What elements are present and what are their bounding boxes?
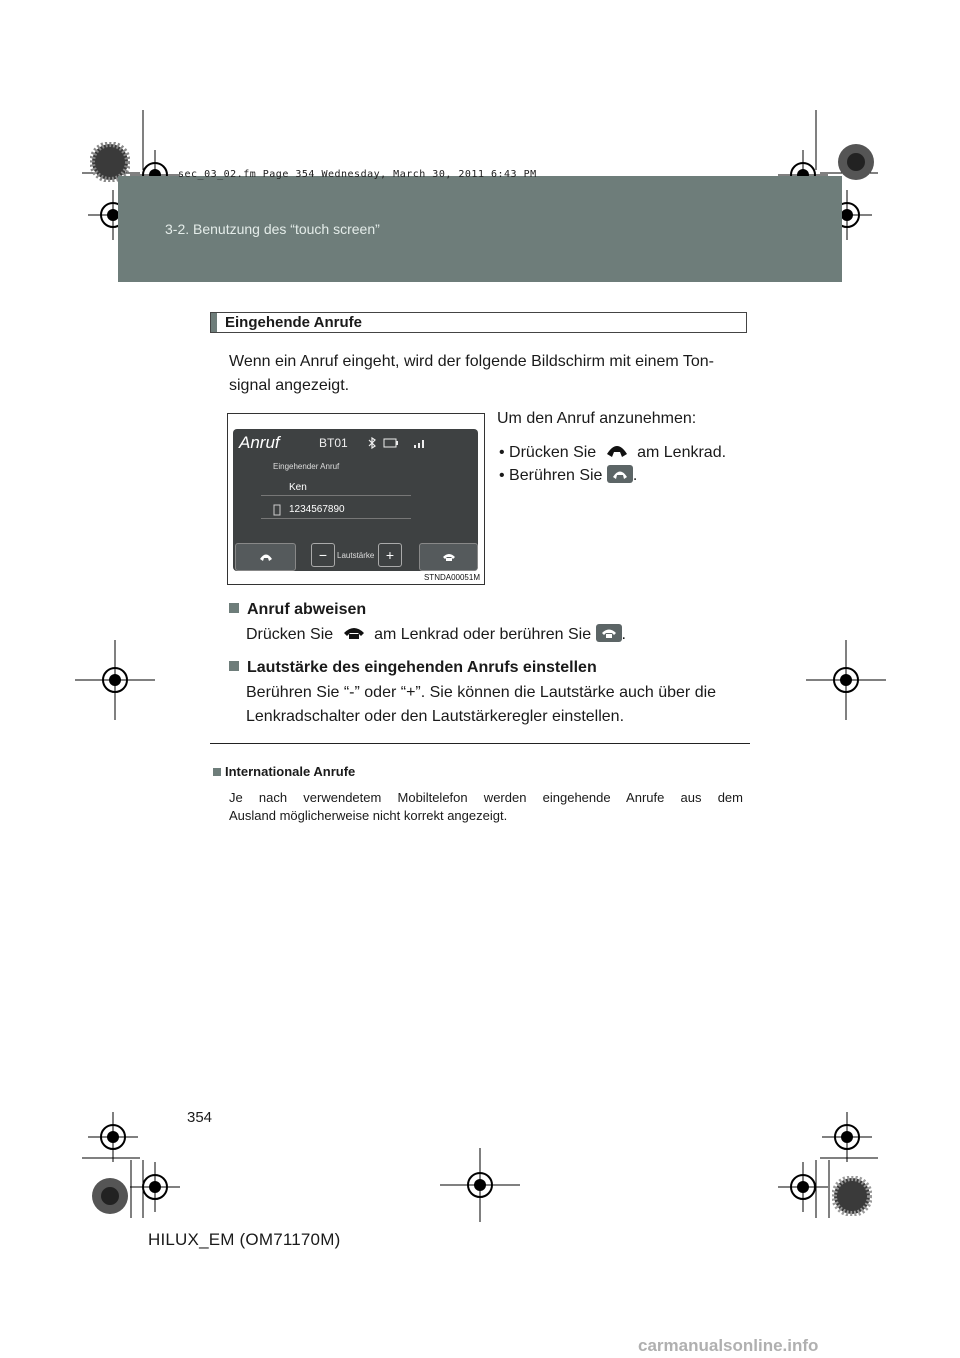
section-title-box <box>210 312 747 333</box>
breadcrumb: 3-2. Benutzung des “touch screen” <box>165 221 380 237</box>
signal-icon <box>413 437 427 448</box>
intro-line-2: signal angezeigt. <box>229 377 350 394</box>
registration-mark-icon <box>75 640 155 720</box>
note-line-1: Je nach verwendetem Mobiltelefon werden eingehende Anrufe aus dem <box>229 790 743 805</box>
answer-button[interactable] <box>235 543 296 571</box>
divider-line <box>210 743 750 744</box>
screen-divider <box>261 495 411 496</box>
bullet2-post: . <box>632 467 638 484</box>
answer-bullet-1: • Drücken Sie am Lenkrad. <box>499 444 727 461</box>
note-line-2: Ausland möglicherweise nicht korrekt angezeigt. <box>229 808 508 823</box>
color-wheel-icon <box>90 1176 130 1216</box>
volume-heading <box>229 656 597 680</box>
registration-mark-icon <box>806 640 886 720</box>
color-wheel-icon <box>836 142 876 182</box>
screen-number: 1234567890 <box>289 504 345 515</box>
screen-display <box>233 429 478 571</box>
page-number: 354 <box>187 1109 213 1126</box>
bullet1-post: am Lenkrad. <box>637 444 727 461</box>
answer-heading: Um den Anruf anzunehmen: <box>497 410 697 427</box>
registration-mark-icon <box>88 1112 138 1162</box>
volume-minus-button[interactable]: − <box>311 543 335 567</box>
bullet1-pre: Drücken Sie <box>509 444 597 461</box>
figure-code: STNDA00051M <box>423 573 480 582</box>
phone-hangup-icon <box>442 552 456 562</box>
answer-button-icon <box>607 465 633 483</box>
volume-text <box>246 681 716 729</box>
square-bullet-icon <box>229 603 239 613</box>
reject-text <box>246 623 626 647</box>
square-bullet-icon <box>213 768 221 776</box>
reject-heading-text: Anruf abweisen <box>247 601 367 618</box>
bluetooth-icon <box>367 437 377 449</box>
screen-device: BT01 <box>319 436 348 450</box>
registration-mark-icon <box>778 1162 828 1212</box>
reject-text-mid: am Lenkrad oder berühren Sie <box>374 626 592 643</box>
color-wheel-icon <box>832 1176 872 1216</box>
square-bullet-icon <box>229 661 239 671</box>
bullet2-pre: Berühren Sie <box>509 467 603 484</box>
screen-title: Anruf <box>239 433 280 452</box>
volume-plus-button[interactable]: + <box>378 543 402 567</box>
watermark: carmanualsonline.info <box>638 1336 819 1355</box>
reject-button-icon <box>596 624 622 642</box>
registration-mark-icon <box>130 1162 180 1212</box>
volume-label: Lautstärke <box>337 551 375 560</box>
note-heading <box>213 763 355 781</box>
note-heading-text: Internationale Anrufe <box>225 764 356 779</box>
intro-line-1: Wenn ein Anruf eingeht, wird der folgende Bildschirm mit einem Ton- <box>229 353 714 370</box>
reject-text-post: . <box>621 626 626 643</box>
reject-button[interactable] <box>419 543 478 571</box>
screen-divider <box>261 518 411 519</box>
registration-mark-icon <box>822 1112 872 1162</box>
battery-icon <box>383 438 399 448</box>
mobile-phone-icon <box>273 504 281 516</box>
phone-answer-icon <box>605 442 629 458</box>
volume-control <box>311 543 403 569</box>
intro-text <box>229 350 714 398</box>
section-title-bar <box>211 313 217 332</box>
registration-mark-icon <box>440 1148 520 1222</box>
phone-hangup-icon <box>342 625 366 641</box>
volume-line-1: Berühren Sie “-” oder “+”. Sie können die Lautstärke auch über die <box>246 684 717 701</box>
volume-heading-text: Lautstärke des eingehenden Anrufs einstellen <box>247 659 597 676</box>
section-title: Eingehende Anrufe <box>225 314 362 331</box>
note-text <box>229 789 743 825</box>
volume-line-2: Lenkradschalter oder den Lautstärkeregler einstellen. <box>246 708 625 725</box>
reject-text-pre: Drücken Sie <box>246 626 334 643</box>
footer-model: HILUX_EM (OM71170M) <box>148 1230 341 1249</box>
reject-heading <box>229 598 366 622</box>
file-info: sec_03_02.fm Page 354 Wednesday, March 30, 2011 6:43 PM <box>178 169 537 180</box>
phone-answer-icon <box>259 552 273 562</box>
screen-caller: Ken <box>289 482 307 493</box>
screen-status: Eingehender Anruf <box>273 462 340 471</box>
answer-bullet-2: • Berühren Sie . <box>499 467 638 484</box>
screen-figure <box>227 413 485 585</box>
